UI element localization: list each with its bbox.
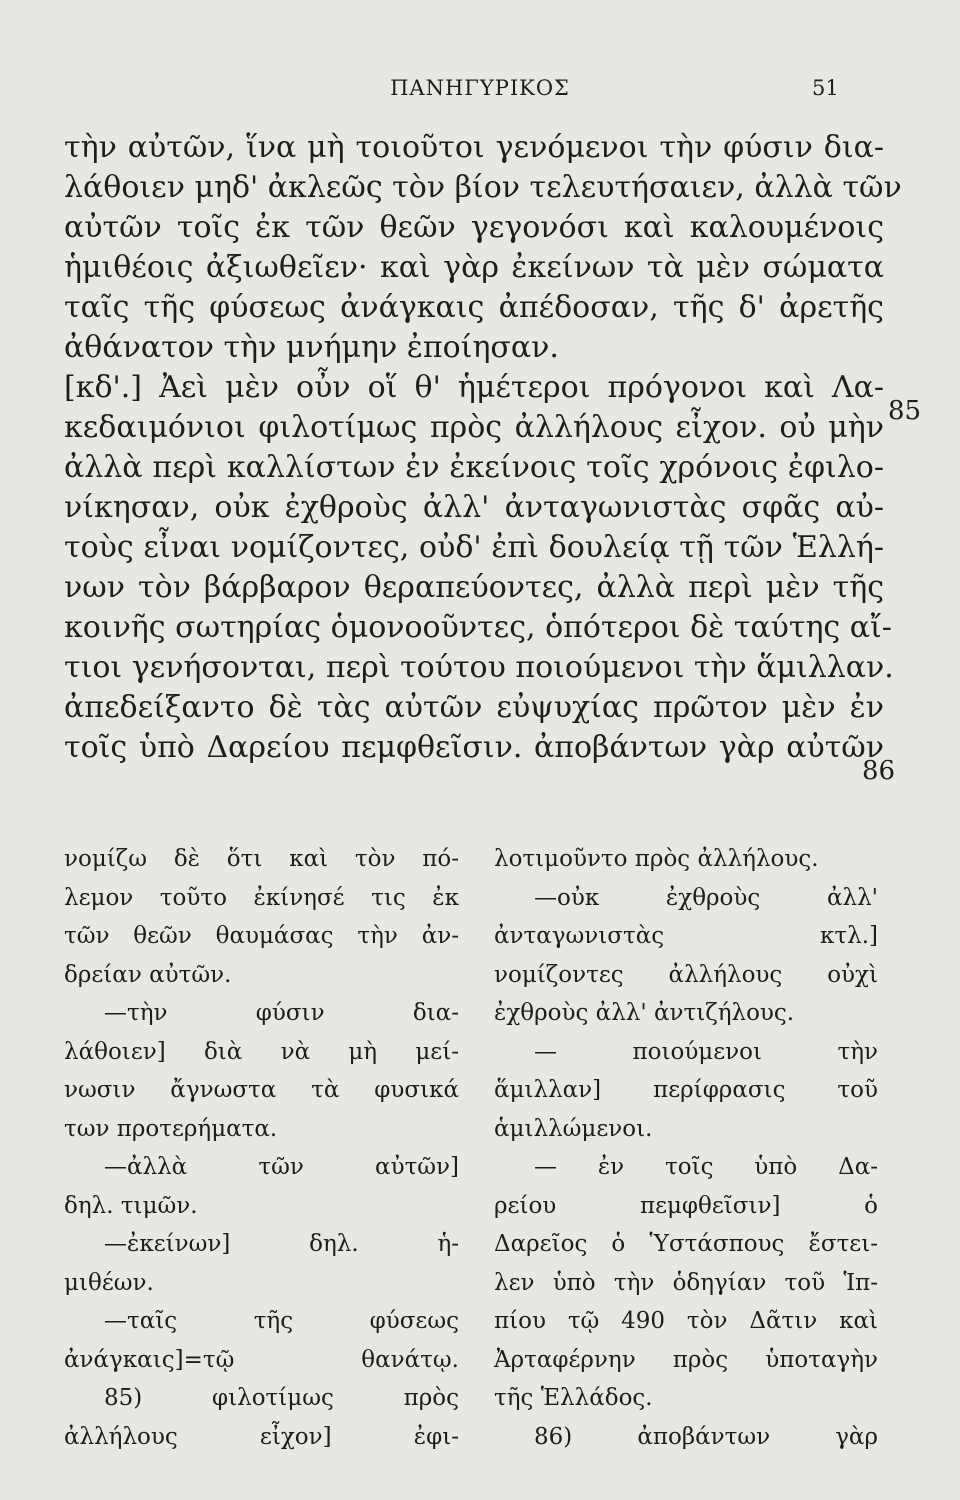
footnote-line: μιθέων. [64,1269,154,1296]
footnote-line: Δαρεῖος ὁ Ὑστάσπους ἔστει- [494,1231,878,1257]
footnotes-right-column [494,840,878,1456]
running-title: ΠΑΝΗΓΥΡΙΚΟΣ [390,76,570,100]
margin-section-number: 86 [862,756,896,786]
footnote-line: — ποιούμενοι τὴν [534,1038,878,1065]
footnote-line: ἐχθροὺς ἀλλ' ἀντιζήλους. [494,1000,795,1026]
footnote-line: των προτερήματα. [64,1115,278,1142]
footnote-line: τῆς Ἑλλάδος. [494,1385,653,1411]
footnote-line: πίου τῷ 490 τὸν Δᾶτιν καὶ [494,1308,878,1334]
footnote-line: ἀνάγκαις]=τῷ θανάτῳ. [64,1346,459,1373]
footnote-line: ἅμιλλαν] περίφρασις τοῦ [494,1077,878,1103]
footnote-line: ἀλλήλους εἶχον] ἐφι- [64,1423,459,1450]
main-text-block [64,128,902,768]
margin-section-number: 85 [888,396,922,426]
footnote-line: ἁμιλλώμενοι. [494,1115,653,1142]
footnote-line: —ἀλλὰ τῶν αὐτῶν] [104,1154,459,1180]
main-text-line: ἡμιθέοις ἀξιωθεῖεν· καὶ γὰρ ἐκείνων τὰ μὲν σώματα [64,250,884,285]
main-text-line: [κδ'.] Ἀεὶ μὲν οὖν οἵ θ' ἡμέτεροι πρόγονοι καὶ Λα- [64,370,884,405]
main-text-line: ἀπεδείξαντο δὲ τὰς αὐτῶν εὐψυχίας πρῶτον μὲν ἐν [64,690,884,725]
footnote-line: —οὐκ ἐχθροὺς ἀλλ' [534,884,878,911]
page-number: 51 [812,76,839,100]
footnote-line: νομίζω δὲ ὅτι καὶ τὸν πό- [64,846,459,872]
main-text-line: τοῖς ὑπὸ Δαρείου πεμφθεῖσιν. ἀποβάντων γὰρ αὐτῶν [64,730,884,765]
main-text-line: ταῖς τῆς φύσεως ἀνάγκαις ἀπέδοσαν, τῆς δ' ἀρετῆς [64,290,884,325]
footnote-line: νομίζοντες ἀλλήλους οὐχὶ [494,961,878,988]
footnote-line: —ἐκείνων] δηλ. ἡ- [104,1231,459,1257]
footnote-line: — ἐν τοῖς ὑπὸ Δα- [534,1154,878,1180]
footnote-line: δρείαν αὐτῶν. [64,961,232,988]
main-text-line: νων τὸν βάρβαρον θεραπεύοντες, ἀλλὰ περὶ μὲν τῆς [64,570,884,605]
footnote-line: δηλ. τιμῶν. [64,1192,198,1219]
main-text-line: ἀθάνατον τὴν μνήμην ἐποίησαν. [64,330,559,365]
footnote-line: 86) ἀποβάντων γὰρ [534,1423,878,1450]
main-text-line: κεδαιμόνιοι φιλοτίμως πρὸς ἀλλήλους εἶχον. οὐ μὴν [64,410,884,445]
footnote-line: ρείου πεμφθεῖσιν] ὁ [494,1192,878,1219]
footnotes-left-column [64,840,459,1456]
footnote-line: τῶν θεῶν θαυμάσας τὴν ἀν- [64,923,459,949]
footnote-line: ἀνταγωνιστὰς κτλ.] [494,923,878,949]
main-text-line: τὴν αὐτῶν, ἵνα μὴ τοιοῦτοι γενόμενοι τὴν φύσιν δια- [64,130,884,165]
footnote-line: 85) φιλοτίμως πρὸς [104,1385,459,1411]
footnote-line: λεν ὑπὸ τὴν ὁδηγίαν τοῦ Ἱπ- [494,1269,878,1296]
main-text-line: κοινῆς σωτηρίας ὁμονοοῦντες, ὁπότεροι δὲ ταύτης αἴ- [64,610,892,645]
footnote-line: —ταῖς τῆς φύσεως [104,1308,459,1334]
main-text-line: αὐτῶν τοῖς ἐκ τῶν θεῶν γεγονόσι καὶ καλουμένοις [64,210,884,245]
footnote-line: Ἀρταφέρνην πρὸς ὑποταγὴν [494,1346,878,1373]
footnote-line: λεμον τοῦτο ἐκίνησέ τις ἐκ [64,884,459,911]
footnote-line: λάθοιεν] διὰ νὰ μὴ μεί- [64,1038,459,1065]
main-text-line: νίκησαν, οὐκ ἐχθροὺς ἀλλ' ἀνταγωνιστὰς σφᾶς αὐ- [64,490,884,525]
footnote-line: νωσιν ἄγνωστα τὰ φυσικά [64,1077,459,1103]
main-text-line: λάθοιεν μηδ' ἀκλεῶς τὸν βίον τελευτήσαιεν, ἀλλὰ τῶν [64,170,902,205]
main-text-line: τοὺς εἶναι νομίζοντες, οὐδ' ἐπὶ δουλείᾳ τῇ τῶν Ἑλλή- [64,530,884,565]
footnote-line: —τὴν φύσιν δια- [104,1000,459,1026]
main-text-line: ἀλλὰ περὶ καλλίστων ἐν ἐκείνοις τοῖς χρόνοις ἐφιλο- [64,450,884,485]
footnote-line: λοτιμοῦντο πρὸς ἀλλήλους. [494,846,819,872]
main-text-line: τιοι γενήσονται, περὶ τούτου ποιούμενοι τὴν ἅμιλλαν. [64,650,894,685]
